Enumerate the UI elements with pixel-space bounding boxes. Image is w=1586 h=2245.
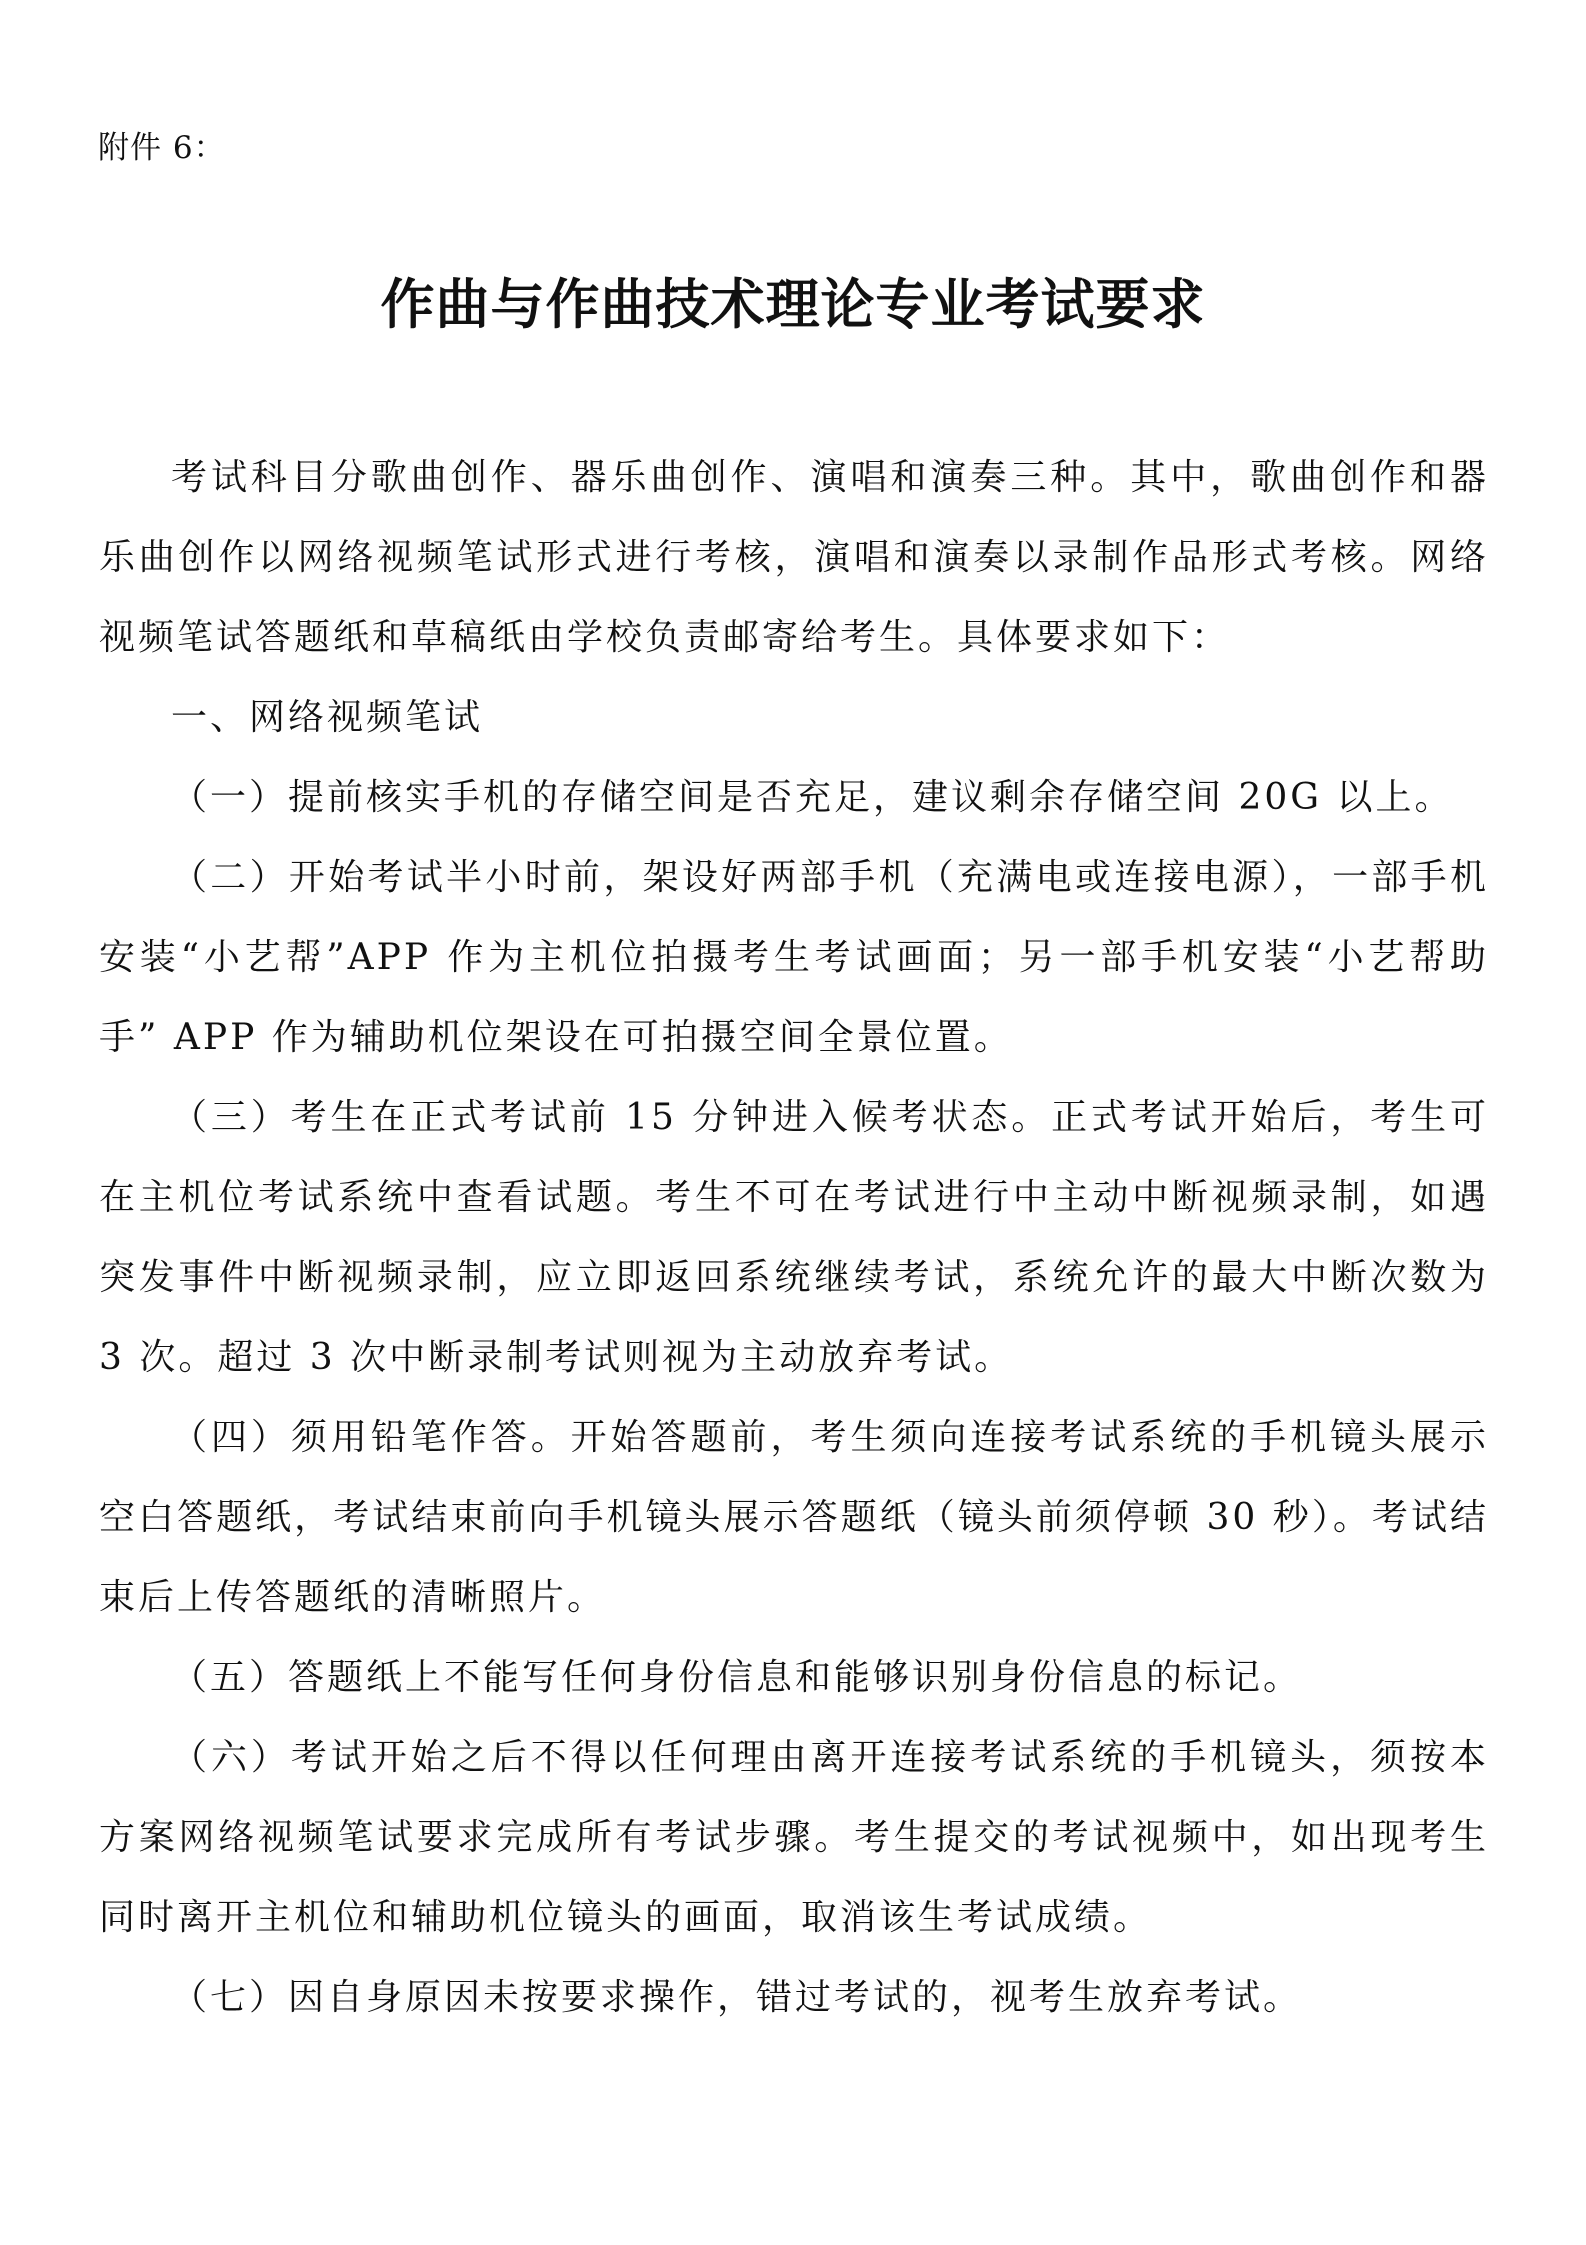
section-heading: 一、网络视频笔试	[171, 697, 484, 738]
paragraph-item-4: （四）须用铅笔作答。开始答题前，考生须向连接考试系统的手机镜头展示空白答题纸，考试结束前向手机镜头展示答题纸（镜头前须停顿 30 秒）。考试结束后上传答题纸的清晰照片。	[99, 1417, 1489, 1618]
paragraph-item-5: （五）答题纸上不能写任何身份信息和能够识别身份信息的标记。	[171, 1657, 1303, 1698]
paragraph-item-6: （六）考试开始之后不得以任何理由离开连接考试系统的手机镜头，须按本方案网络视频笔试要求完成所有考试步骤。考生提交的考试视频中，如出现考生同时离开主机位和辅助机位镜头的画面，取消该生考试成绩。	[99, 1737, 1489, 1938]
paragraph-item-2: （二）开始考试半小时前，架设好两部手机（充满电或连接电源），一部手机安装“小艺帮”APP 作为主机位拍摄考生考试画面；另一部手机安装“小艺帮助手” APP 作为辅助机位架设在可拍摄空间全景位置。	[99, 857, 1489, 1058]
document-title: 作曲与作曲技术理论专业考试要求	[380, 273, 1206, 336]
document-body	[99, 438, 1489, 2038]
attachment-label: 附件 6：	[98, 130, 226, 166]
paragraph-intro: 考试科目分歌曲创作、器乐曲创作、演唱和演奏三种。其中，歌曲创作和器乐曲创作以网络视频笔试形式进行考核，演唱和演奏以录制作品形式考核。网络视频笔试答题纸和草稿纸由学校负责邮寄给考生。具体要求如下：	[99, 457, 1489, 658]
paragraph-item-3: （三）考生在正式考试前 15 分钟进入候考状态。正式考试开始后，考生可在主机位考试系统中查看试题。考生不可在考试进行中主动中断视频录制，如遇突发事件中断视频录制，应立即返回系统继续考试，系统允许的最大中断次数为 3 次。超过 3 次中断录制考试则视为主动放弃考试。	[99, 1097, 1489, 1378]
paragraph-item-1: （一）提前核实手机的存储空间是否充足，建议剩余存储空间 20G 以上。	[171, 777, 1454, 818]
paragraph-item-7: （七）因自身原因未按要求操作，错过考试的，视考生放弃考试。	[171, 1977, 1303, 2018]
